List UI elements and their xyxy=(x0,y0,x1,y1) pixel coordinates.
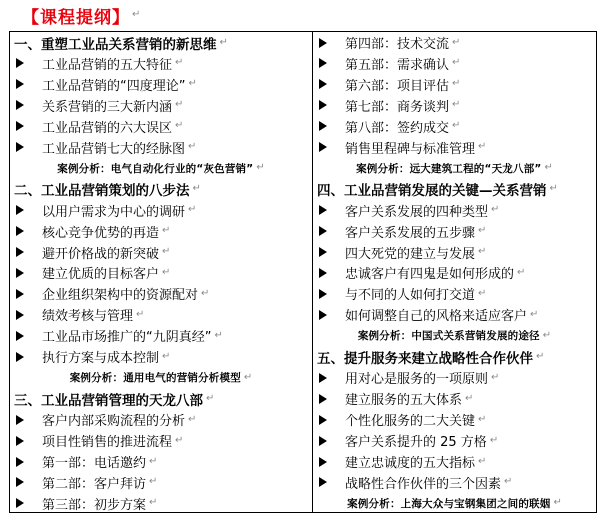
paragraph-mark-icon: ↵ xyxy=(553,497,562,509)
outline-item-text: 客户关系发展的四种类型 xyxy=(345,204,489,220)
paragraph-mark-icon: ↵ xyxy=(136,308,145,320)
outline-heading xyxy=(10,179,312,200)
paragraph-mark-icon: ↵ xyxy=(188,78,197,90)
bullet-arrow-icon xyxy=(319,247,327,257)
paragraph-mark-icon: ↵ xyxy=(452,120,461,132)
bullet-arrow-icon xyxy=(16,142,24,152)
paragraph-mark-icon: ↵ xyxy=(192,183,201,195)
outline-item-text: 第二部：客户拜访 xyxy=(42,476,147,492)
paragraph-mark-icon: ↵ xyxy=(544,162,553,174)
paragraph-mark-icon: ↵ xyxy=(243,371,253,383)
bullet-arrow-icon xyxy=(319,477,327,487)
bullet-arrow-icon xyxy=(16,352,24,362)
outline-item xyxy=(10,409,312,430)
outline-item-text: 建立忠诚度的五大指标 xyxy=(345,456,476,471)
outline-item xyxy=(10,95,312,116)
outline-item xyxy=(313,430,596,451)
outline-item xyxy=(313,283,596,304)
outline-item-text: 工业品营销七大的经脉图 xyxy=(42,141,186,157)
outline-item xyxy=(313,137,596,158)
outline-item-text: 如何调整自己的风格来适应客户 xyxy=(345,309,528,325)
outline-case-text: 案例分析：中国式关系营销发展的途径 xyxy=(357,330,540,343)
outline-item-text: 工业品营销的五大特征 xyxy=(42,57,173,73)
outline-item xyxy=(313,116,596,137)
paragraph-mark-icon: ↵ xyxy=(504,476,513,488)
outline-item-text: 与不同的人如何打交道 xyxy=(345,288,476,304)
bullet-arrow-icon xyxy=(319,205,327,215)
paragraph-mark-icon: ↵ xyxy=(206,392,215,404)
paragraph-mark-icon: ↵ xyxy=(536,350,545,362)
outline-item xyxy=(313,242,596,263)
outline-item xyxy=(313,367,596,388)
outline-item xyxy=(10,200,312,221)
bullet-arrow-icon xyxy=(319,415,327,425)
paragraph-mark-icon: ↵ xyxy=(188,141,197,153)
paragraph-mark-icon: ↵ xyxy=(188,204,197,216)
outline-item xyxy=(10,451,312,472)
bullet-arrow-icon xyxy=(16,415,24,425)
outline-item-text: 用对心是服务的一项原则 xyxy=(345,372,489,388)
outline-item-text: 销售里程碑与标准管理 xyxy=(345,141,476,157)
paragraph-mark-icon: ↵ xyxy=(132,9,141,20)
paragraph-mark-icon: ↵ xyxy=(162,225,171,237)
bullet-arrow-icon xyxy=(319,100,327,110)
outline-item xyxy=(313,451,596,472)
paragraph-mark-icon: ↵ xyxy=(549,183,558,195)
bullet-arrow-icon xyxy=(319,79,327,89)
bullet-arrow-icon xyxy=(16,477,24,487)
outline-item xyxy=(10,283,312,304)
outline-item xyxy=(10,221,312,242)
paragraph-mark-icon: ↵ xyxy=(478,413,487,425)
bullet-arrow-icon xyxy=(319,268,327,278)
paragraph-mark-icon: ↵ xyxy=(491,371,500,383)
outline-case-text: 案例分析：上海大众与宝钢集团之间的联姻 xyxy=(347,497,551,510)
paragraph-mark-icon: ↵ xyxy=(489,434,499,446)
paragraph-mark-icon: ↵ xyxy=(201,287,210,299)
outline-item-text: 建立服务的五大体系 xyxy=(345,393,463,409)
outline-item xyxy=(10,493,312,514)
bullet-arrow-icon xyxy=(16,121,24,131)
outline-item xyxy=(10,430,312,451)
paragraph-mark-icon: ↵ xyxy=(149,476,158,488)
outline-right-column xyxy=(313,32,596,512)
bullet-arrow-icon xyxy=(319,394,327,404)
bullet-arrow-icon xyxy=(319,142,327,152)
outline-item-text: 四大死党的建立与发展 xyxy=(345,246,476,262)
outline-item xyxy=(10,472,312,493)
bullet-arrow-icon xyxy=(16,100,24,110)
paragraph-mark-icon: ↵ xyxy=(452,36,461,48)
outline-item xyxy=(10,325,312,346)
paragraph-mark-icon: ↵ xyxy=(478,225,487,237)
outline-item-text: 第三部：初步方案 xyxy=(42,497,147,513)
outline-item xyxy=(313,74,596,95)
outline-item xyxy=(313,472,596,493)
outline-item-text: 建立优质的目标客户 xyxy=(42,267,160,283)
outline-item-text: 企业组织架构中的资源配对 xyxy=(42,288,199,304)
paragraph-mark-icon: ↵ xyxy=(452,78,461,90)
outline-item-text: 避开价格战的新突破 xyxy=(42,246,160,262)
outline-item-text: 忠诚客户有四鬼是如何形成的 xyxy=(345,267,515,283)
paragraph-mark-icon: ↵ xyxy=(175,99,184,111)
paragraph-mark-icon: ↵ xyxy=(478,246,487,257)
bullet-arrow-icon xyxy=(319,436,327,446)
title-row xyxy=(22,2,140,28)
outline-item xyxy=(313,304,596,325)
outline-item xyxy=(10,242,312,263)
paragraph-mark-icon: ↵ xyxy=(162,350,171,362)
outline-left-column xyxy=(10,32,313,512)
outline-heading-text: 二、工业品营销策划的八步法 xyxy=(14,183,190,200)
bullet-arrow-icon xyxy=(319,289,327,299)
paragraph-mark-icon: ↵ xyxy=(452,99,461,111)
bullet-arrow-icon xyxy=(16,310,24,320)
outline-item-text: 战略性合作伙伴的三个因素 xyxy=(345,476,502,492)
paragraph-mark-icon: ↵ xyxy=(219,36,228,48)
paragraph-mark-icon: ↵ xyxy=(175,57,184,69)
paragraph-mark-icon: ↵ xyxy=(530,308,539,320)
outline-case xyxy=(10,158,312,179)
outline-heading-text: 四、工业品营销发展的关键—关系营销 xyxy=(317,183,547,200)
outline-item-text: 工业品市场推广的“九阴真经” xyxy=(42,330,212,346)
outline-item xyxy=(10,74,312,95)
bullet-arrow-icon xyxy=(319,38,327,48)
bullet-arrow-icon xyxy=(319,373,327,383)
bullet-arrow-icon xyxy=(16,247,24,257)
paragraph-mark-icon: ↵ xyxy=(491,204,500,216)
paragraph-mark-icon: ↵ xyxy=(478,141,487,153)
paragraph-mark-icon: ↵ xyxy=(478,455,487,467)
outline-item-text: 客户内部采购流程的分析 xyxy=(42,414,186,430)
bullet-arrow-icon xyxy=(319,121,327,131)
bullet-arrow-icon xyxy=(16,205,24,215)
outline-item xyxy=(313,32,596,53)
outline-item xyxy=(313,388,596,409)
bullet-arrow-icon xyxy=(16,457,24,467)
outline-item xyxy=(313,200,596,221)
outline-item-text: 关系营销的三大新内涵 xyxy=(42,99,173,115)
outline-item xyxy=(10,116,312,137)
outline-item-text: 以用户需求为中心的调研 xyxy=(42,204,186,220)
outline-item-text: 工业品营销的“四度理论” xyxy=(42,78,186,94)
paragraph-mark-icon: ↵ xyxy=(149,497,158,509)
bullet-arrow-icon xyxy=(319,58,327,68)
outline-case xyxy=(313,325,596,346)
bullet-arrow-icon xyxy=(16,289,24,299)
paragraph-mark-icon: ↵ xyxy=(256,162,265,174)
bullet-arrow-icon xyxy=(16,436,24,446)
outline-item-text: 客户关系提升的 25 方格 xyxy=(345,435,487,451)
outline-item-text: 绩效考核与管理 xyxy=(42,309,134,325)
outline-heading xyxy=(10,388,312,409)
outline-item xyxy=(10,137,312,158)
outline-item xyxy=(10,304,312,325)
outline-item-text: 工业品营销的六大误区 xyxy=(42,120,173,136)
outline-case xyxy=(10,367,312,388)
paragraph-mark-icon: ↵ xyxy=(542,329,552,341)
bullet-arrow-icon xyxy=(16,79,24,89)
outline-case-text: 案例分析：通用电气的营销分析模型 xyxy=(69,372,241,385)
bullet-arrow-icon xyxy=(319,457,327,467)
outline-item-text: 核心竞争优势的再造 xyxy=(42,225,160,241)
bullet-arrow-icon xyxy=(319,310,327,320)
bullet-arrow-icon xyxy=(319,226,327,236)
paragraph-mark-icon: ↵ xyxy=(452,57,461,69)
paragraph-mark-icon: ↵ xyxy=(214,329,223,341)
outline-heading xyxy=(313,179,596,200)
outline-item-text: 执行方案与成本控制 xyxy=(42,351,160,367)
outline-heading xyxy=(313,346,596,367)
paragraph-mark-icon: ↵ xyxy=(188,413,197,425)
outline-case xyxy=(313,493,596,514)
outline-item xyxy=(313,409,596,430)
outline-case-text: 案例分析：电气自动化行业的“灰色营销” xyxy=(57,162,254,175)
outline-item-text: 客户关系发展的五步骤 xyxy=(345,225,476,241)
outline-item xyxy=(10,262,312,283)
outline-item-text: 第四部：技术交流 xyxy=(345,37,450,52)
outline-item-text: 第八部：签约成交 xyxy=(345,120,450,136)
outline-item-text: 项目性销售的推进流程 xyxy=(42,435,173,451)
outline-item-text: 个性化服务的二大关键 xyxy=(345,414,476,430)
paragraph-mark-icon: ↵ xyxy=(149,455,158,467)
bullet-arrow-icon xyxy=(16,331,24,341)
bullet-arrow-icon xyxy=(16,268,24,278)
outline-heading xyxy=(10,32,312,53)
outline-item-text: 第七部：商务谈判 xyxy=(345,99,450,115)
outline-item xyxy=(10,53,312,74)
page-title: 【课程提纲】 xyxy=(22,7,130,28)
outline-item xyxy=(313,262,596,283)
paragraph-mark-icon: ↵ xyxy=(465,392,474,404)
outline-heading-text: 三、工业品营销管理的天龙八部 xyxy=(14,392,203,409)
bullet-arrow-icon xyxy=(16,58,24,68)
paragraph-mark-icon: ↵ xyxy=(175,120,184,132)
outline-case xyxy=(313,158,596,179)
paragraph-mark-icon: ↵ xyxy=(162,246,171,257)
paragraph-mark-icon: ↵ xyxy=(478,287,487,299)
paragraph-mark-icon: ↵ xyxy=(517,266,526,278)
bullet-arrow-icon xyxy=(16,498,24,508)
outline-heading-text: 五、提升服务来建立战略性合作伙伴 xyxy=(317,350,533,367)
outline-item-text: 第五部：需求确认 xyxy=(345,57,450,73)
outline-heading-text: 一、重塑工业品关系营销的新思维 xyxy=(14,36,217,53)
paragraph-mark-icon: ↵ xyxy=(175,434,184,446)
outline-item xyxy=(313,53,596,74)
outline-item xyxy=(313,221,596,242)
outline-case-text: 案例分析：远大建筑工程的“天龙八部” xyxy=(356,162,542,175)
paragraph-mark-icon: ↵ xyxy=(162,266,171,278)
outline-item-text: 第一部：电话邀约 xyxy=(42,456,147,471)
outline-item xyxy=(313,95,596,116)
bullet-arrow-icon xyxy=(16,226,24,236)
outline-item xyxy=(10,346,312,367)
course-outline-table xyxy=(9,31,597,513)
outline-item-text: 第六部：项目评估 xyxy=(345,78,450,94)
